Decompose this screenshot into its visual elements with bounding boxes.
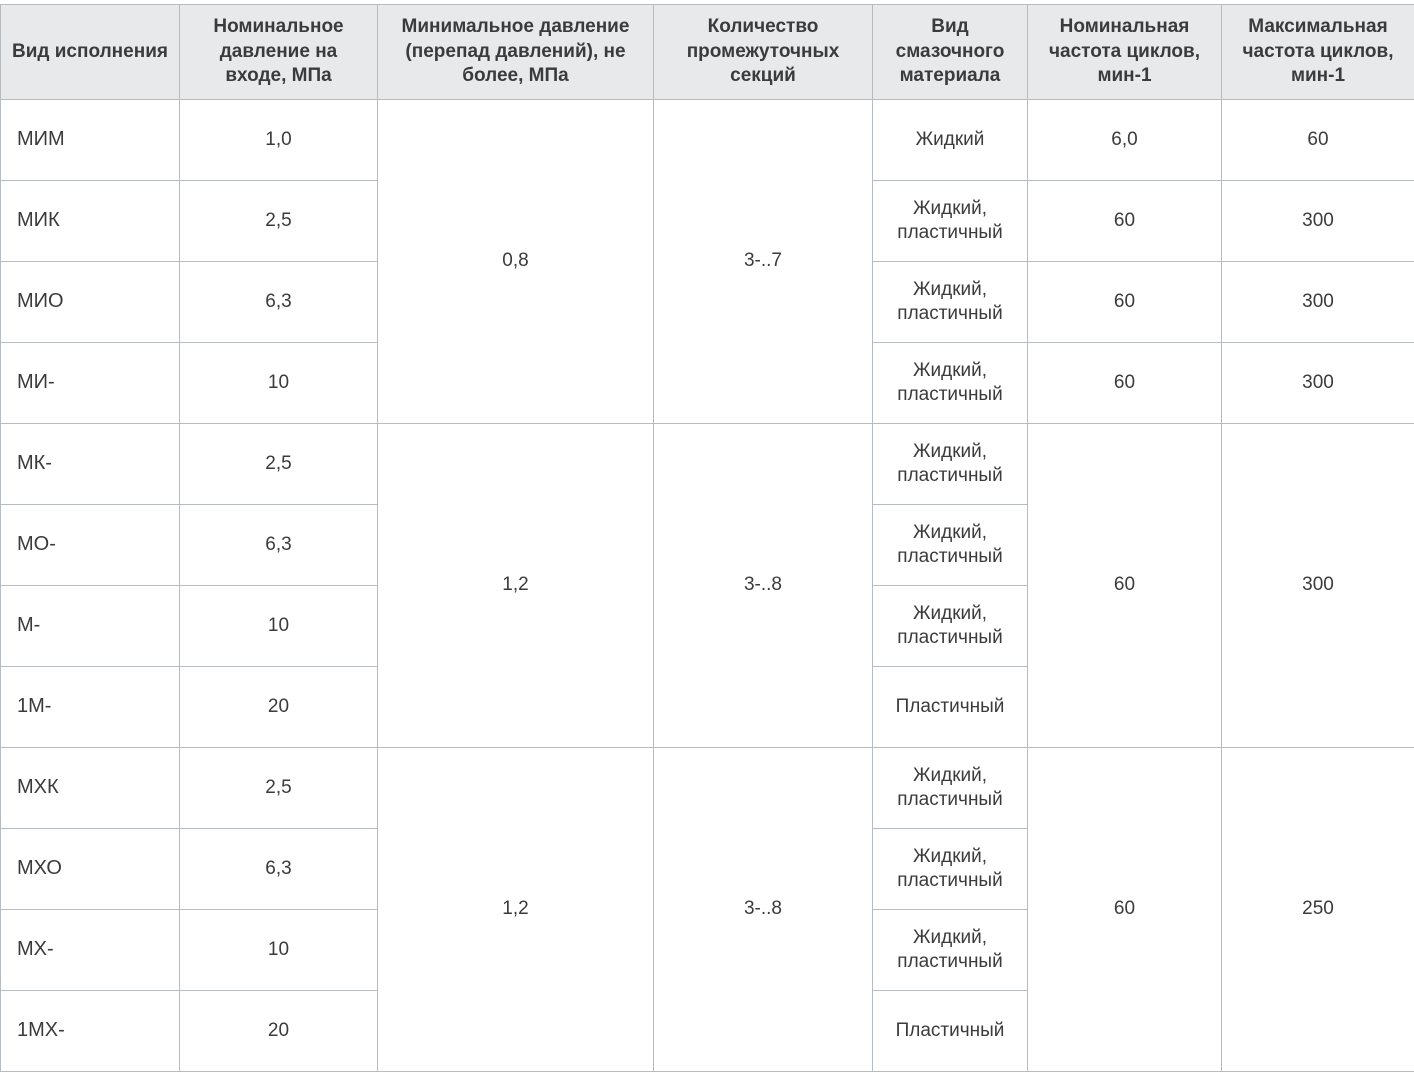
cell-nominal-pressure: 6,3: [180, 829, 378, 910]
cell-vid: МХК: [1, 748, 180, 829]
header-nominal-frequency: Номинальная частота циклов, мин-1: [1028, 5, 1222, 100]
cell-vid: МИ-: [1, 343, 180, 424]
cell-vid: 1М-: [1, 667, 180, 748]
cell-vid: М-: [1, 586, 180, 667]
cell-min-pressure-group: 1,2: [378, 424, 654, 748]
cell-lubricant: Жидкий, пластичный: [873, 748, 1028, 829]
cell-nominal-pressure: 10: [180, 910, 378, 991]
cell-sections-group: 3-..8: [654, 748, 873, 1072]
header-row: [1, 5, 1414, 100]
cell-lubricant: Жидкий: [873, 100, 1028, 181]
header-vid-ispolneniya: Вид исполнения: [1, 5, 180, 100]
cell-nominal-frequency: 60: [1028, 262, 1222, 343]
cell-max-frequency-group: 250: [1222, 748, 1414, 1072]
cell-vid: МИО: [1, 262, 180, 343]
header-nominal-pressure: Номинальное давление на входе, МПа: [180, 5, 378, 100]
cell-nominal-pressure: 2,5: [180, 748, 378, 829]
cell-lubricant: Жидкий, пластичный: [873, 424, 1028, 505]
cell-sections-group: 3-..8: [654, 424, 873, 748]
cell-lubricant: Жидкий, пластичный: [873, 181, 1028, 262]
cell-nominal-pressure: 6,3: [180, 505, 378, 586]
cell-nominal-pressure: 6,3: [180, 262, 378, 343]
cell-max-frequency: 300: [1222, 181, 1414, 262]
cell-lubricant: Жидкий, пластичный: [873, 262, 1028, 343]
cell-nominal-frequency-group: 60: [1028, 748, 1222, 1072]
cell-lubricant: Жидкий, пластичный: [873, 586, 1028, 667]
cell-lubricant: Жидкий, пластичный: [873, 910, 1028, 991]
cell-max-frequency: 60: [1222, 100, 1414, 181]
cell-vid: МИК: [1, 181, 180, 262]
cell-nominal-pressure: 20: [180, 991, 378, 1072]
cell-nominal-pressure: 2,5: [180, 424, 378, 505]
cell-nominal-frequency: 6,0: [1028, 100, 1222, 181]
cell-max-frequency-group: 300: [1222, 424, 1414, 748]
cell-vid: МХ-: [1, 910, 180, 991]
cell-max-frequency: 300: [1222, 343, 1414, 424]
cell-vid: МИМ: [1, 100, 180, 181]
header-max-frequency: Максимальная частота циклов, мин-1: [1222, 5, 1414, 100]
cell-min-pressure-group: 1,2: [378, 748, 654, 1072]
table-row: [1, 748, 1414, 829]
cell-lubricant: Жидкий, пластичный: [873, 343, 1028, 424]
cell-lubricant: Жидкий, пластичный: [873, 505, 1028, 586]
cell-nominal-frequency: 60: [1028, 181, 1222, 262]
cell-nominal-pressure: 10: [180, 586, 378, 667]
cell-nominal-frequency-group: 60: [1028, 424, 1222, 748]
cell-nominal-pressure: 2,5: [180, 181, 378, 262]
cell-max-frequency: 300: [1222, 262, 1414, 343]
cell-vid: 1МХ-: [1, 991, 180, 1072]
specification-table: [0, 4, 1414, 1072]
table-header: [1, 5, 1414, 100]
cell-lubricant: Пластичный: [873, 991, 1028, 1072]
cell-nominal-pressure: 20: [180, 667, 378, 748]
cell-vid: МК-: [1, 424, 180, 505]
table-row: [1, 100, 1414, 181]
cell-sections-group: 3-..7: [654, 100, 873, 424]
cell-nominal-frequency: 60: [1028, 343, 1222, 424]
header-sections-count: Количество промежуточных секций: [654, 5, 873, 100]
cell-lubricant: Пластичный: [873, 667, 1028, 748]
table-body: [1, 100, 1414, 1072]
cell-vid: МХО: [1, 829, 180, 910]
cell-vid: МО-: [1, 505, 180, 586]
table-row: [1, 424, 1414, 505]
cell-nominal-pressure: 10: [180, 343, 378, 424]
header-lubricant-type: Вид смазочного материала: [873, 5, 1028, 100]
cell-lubricant: Жидкий, пластичный: [873, 829, 1028, 910]
header-min-pressure: Минимальное давление (перепад давлений), не более, МПа: [378, 5, 654, 100]
cell-min-pressure-group: 0,8: [378, 100, 654, 424]
cell-nominal-pressure: 1,0: [180, 100, 378, 181]
